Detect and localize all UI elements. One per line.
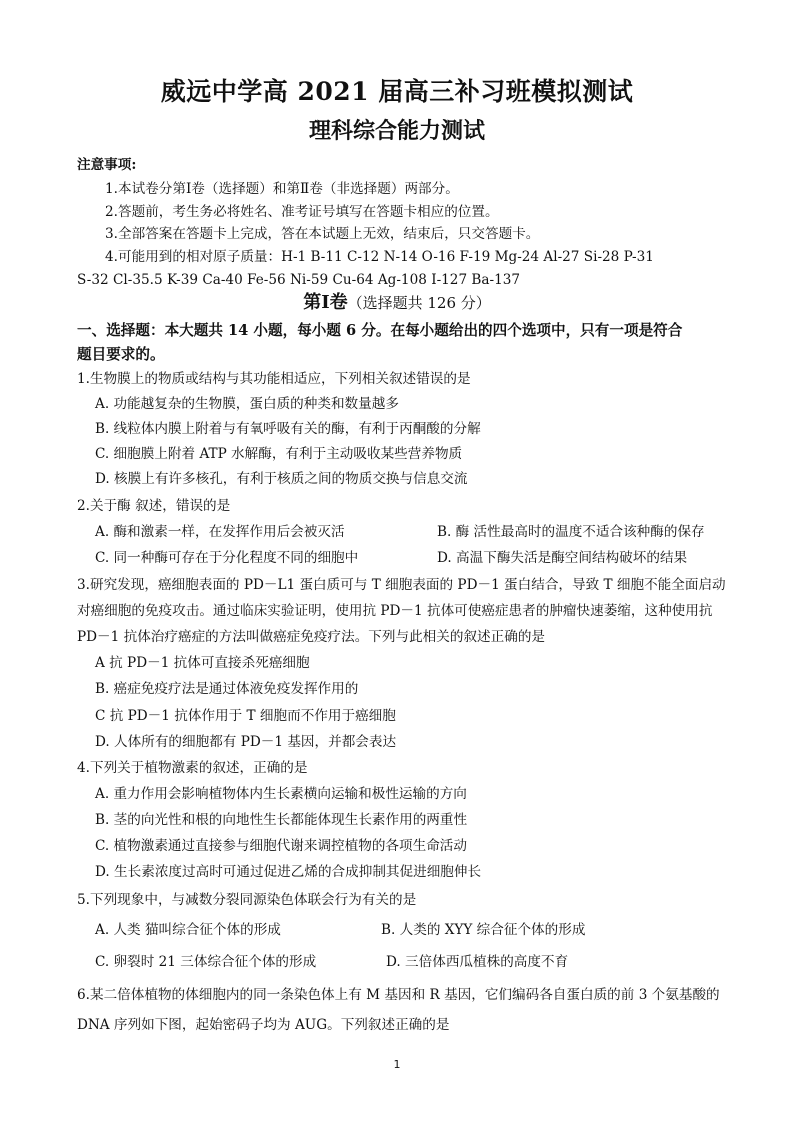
question-4-stem: 4.下列关于植物激素的叙述，正确的是 (77, 760, 308, 776)
q1-option-d: D. 核膜上有许多核孔，有利于核质之间的物质交换与信息交流 (95, 471, 468, 487)
exam-subtitle: 理科综合能力测试 (308, 118, 485, 144)
question-2-stem: 2.关于酶 叙述，错误的是 (77, 498, 231, 514)
instruction-line: 题目要求的。 (77, 346, 165, 363)
q2-option-a: A. 酶和激素一样，在发挥作用后会被灭活 (95, 524, 345, 540)
notice-heading: 注意事项: (77, 157, 137, 173)
question-1-stem: 1.生物膜上的物质或结构与其功能相适应，下列相关叙述错误的是 (77, 371, 471, 387)
q2-option-c: C. 同一种酶可存在于分化程度不同的细胞中 (95, 550, 359, 566)
notice-item: 1.本试卷分第Ⅰ卷（选择题）和第Ⅱ卷（非选择题）两部分。 (105, 181, 459, 197)
q3-option-a: A 抗 PD－1 抗体可直接杀死癌细胞 (95, 655, 310, 671)
q5-option-b: B. 人类的 XYY 综合征个体的形成 (381, 922, 586, 938)
q3-option-d: D. 人体所有的细胞都有 PD－1 基因，并都会表达 (95, 734, 397, 750)
q2-option-b: B. 酶 活性最高时的温度不适合该种酶的保存 (437, 524, 705, 540)
section-heading (0, 288, 794, 314)
q3-option-b: B. 癌症免疫疗法是通过体液免疫发挥作用的 (95, 681, 359, 697)
q1-option-b: B. 线粒体内膜上附着与有氧呼吸有关的酶，有利于丙酮酸的分解 (95, 421, 481, 437)
q2-option-d: D. 高温下酶失活是酶空间结构破坏的结果 (437, 550, 688, 566)
q1-option-a: A. 功能越复杂的生物膜，蛋白质的种类和数量越多 (95, 396, 399, 412)
notice-item: 3.全部答案在答题卡上完成，答在本试题上无效，结束后，只交答题卡。 (105, 226, 540, 242)
section-note: （选择题共 126 分） (347, 294, 491, 312)
q4-option-d: D. 生长素浓度过高时可通过促进乙烯的合成抑制其促进细胞伸长 (95, 864, 482, 880)
q4-option-a: A. 重力作用会影响植物体内生长素横向运输和极性运输的方向 (95, 786, 467, 802)
q4-option-c: C. 植物激素通过直接参与细胞代谢来调控植物的各项生命活动 (95, 838, 467, 854)
exam-title: 威远中学高 2021 届高三补习班模拟测试 (160, 77, 634, 106)
q3-option-c: C 抗 PD－1 抗体作用于 T 细胞而不作用于癌细胞 (95, 708, 396, 724)
instruction-line: 一、选择题：本大题共 14 小题，每小题 6 分。在每小题给出的四个选项中，只有一项是符合 (77, 322, 683, 339)
question-6-stem: DNA 序列如下图，起始密码子均为 AUG。下列叙述正确的是 (77, 1017, 450, 1033)
question-3-stem: PD－1 抗体治疗癌症的方法叫做癌症免疫疗法。下列与此相关的叙述正确的是 (77, 629, 546, 645)
question-3-stem: 3.研究发现，癌细胞表面的 PD－L1 蛋白质可与 T 细胞表面的 PD－1 蛋白结合，导致 T 细胞不能全面启动 (77, 577, 726, 593)
section-label: 第Ⅰ卷 (303, 292, 348, 313)
page-number: 1 (393, 1058, 401, 1071)
notice-item: 4.可能用到的相对原子质量：H-1 B-11 C-12 N-14 O-16 F-19 Mg-24 Al-27 Si-28 P-31 (105, 249, 654, 265)
notice-item: 2.答题前，考生务必将姓名、准考证号填写在答题卡相应的位置。 (105, 204, 499, 220)
question-6-stem: 6.某二倍体植物的体细胞内的同一条染色体上有 M 基因和 R 基因，它们编码各自蛋白质的前 3 个氨基酸的 (77, 987, 720, 1003)
notice-item: S-32 Cl-35.5 K-39 Ca-40 Fe-56 Ni-59 Cu-64 Ag-108 I-127 Ba-137 (77, 272, 521, 288)
q5-option-c: C. 卵裂时 21 三体综合征个体的形成 (95, 954, 317, 970)
q5-option-a: A. 人类 猫叫综合征个体的形成 (95, 922, 281, 938)
q4-option-b: B. 茎的向光性和根的向地性生长都能体现生长素作用的两重性 (95, 812, 468, 828)
question-5-stem: 5.下列现象中，与减数分裂同源染色体联会行为有关的是 (77, 892, 417, 908)
q1-option-c: C. 细胞膜上附着 ATP 水解酶，有利于主动吸收某些营养物质 (95, 446, 463, 462)
question-3-stem: 对癌细胞的免疫攻击。通过临床实验证明，使用抗 PD－1 抗体可使癌症患者的肿瘤快速萎缩，这种使用抗 (77, 603, 713, 619)
q5-option-d: D. 三倍体西瓜植株的高度不育 (386, 954, 569, 970)
